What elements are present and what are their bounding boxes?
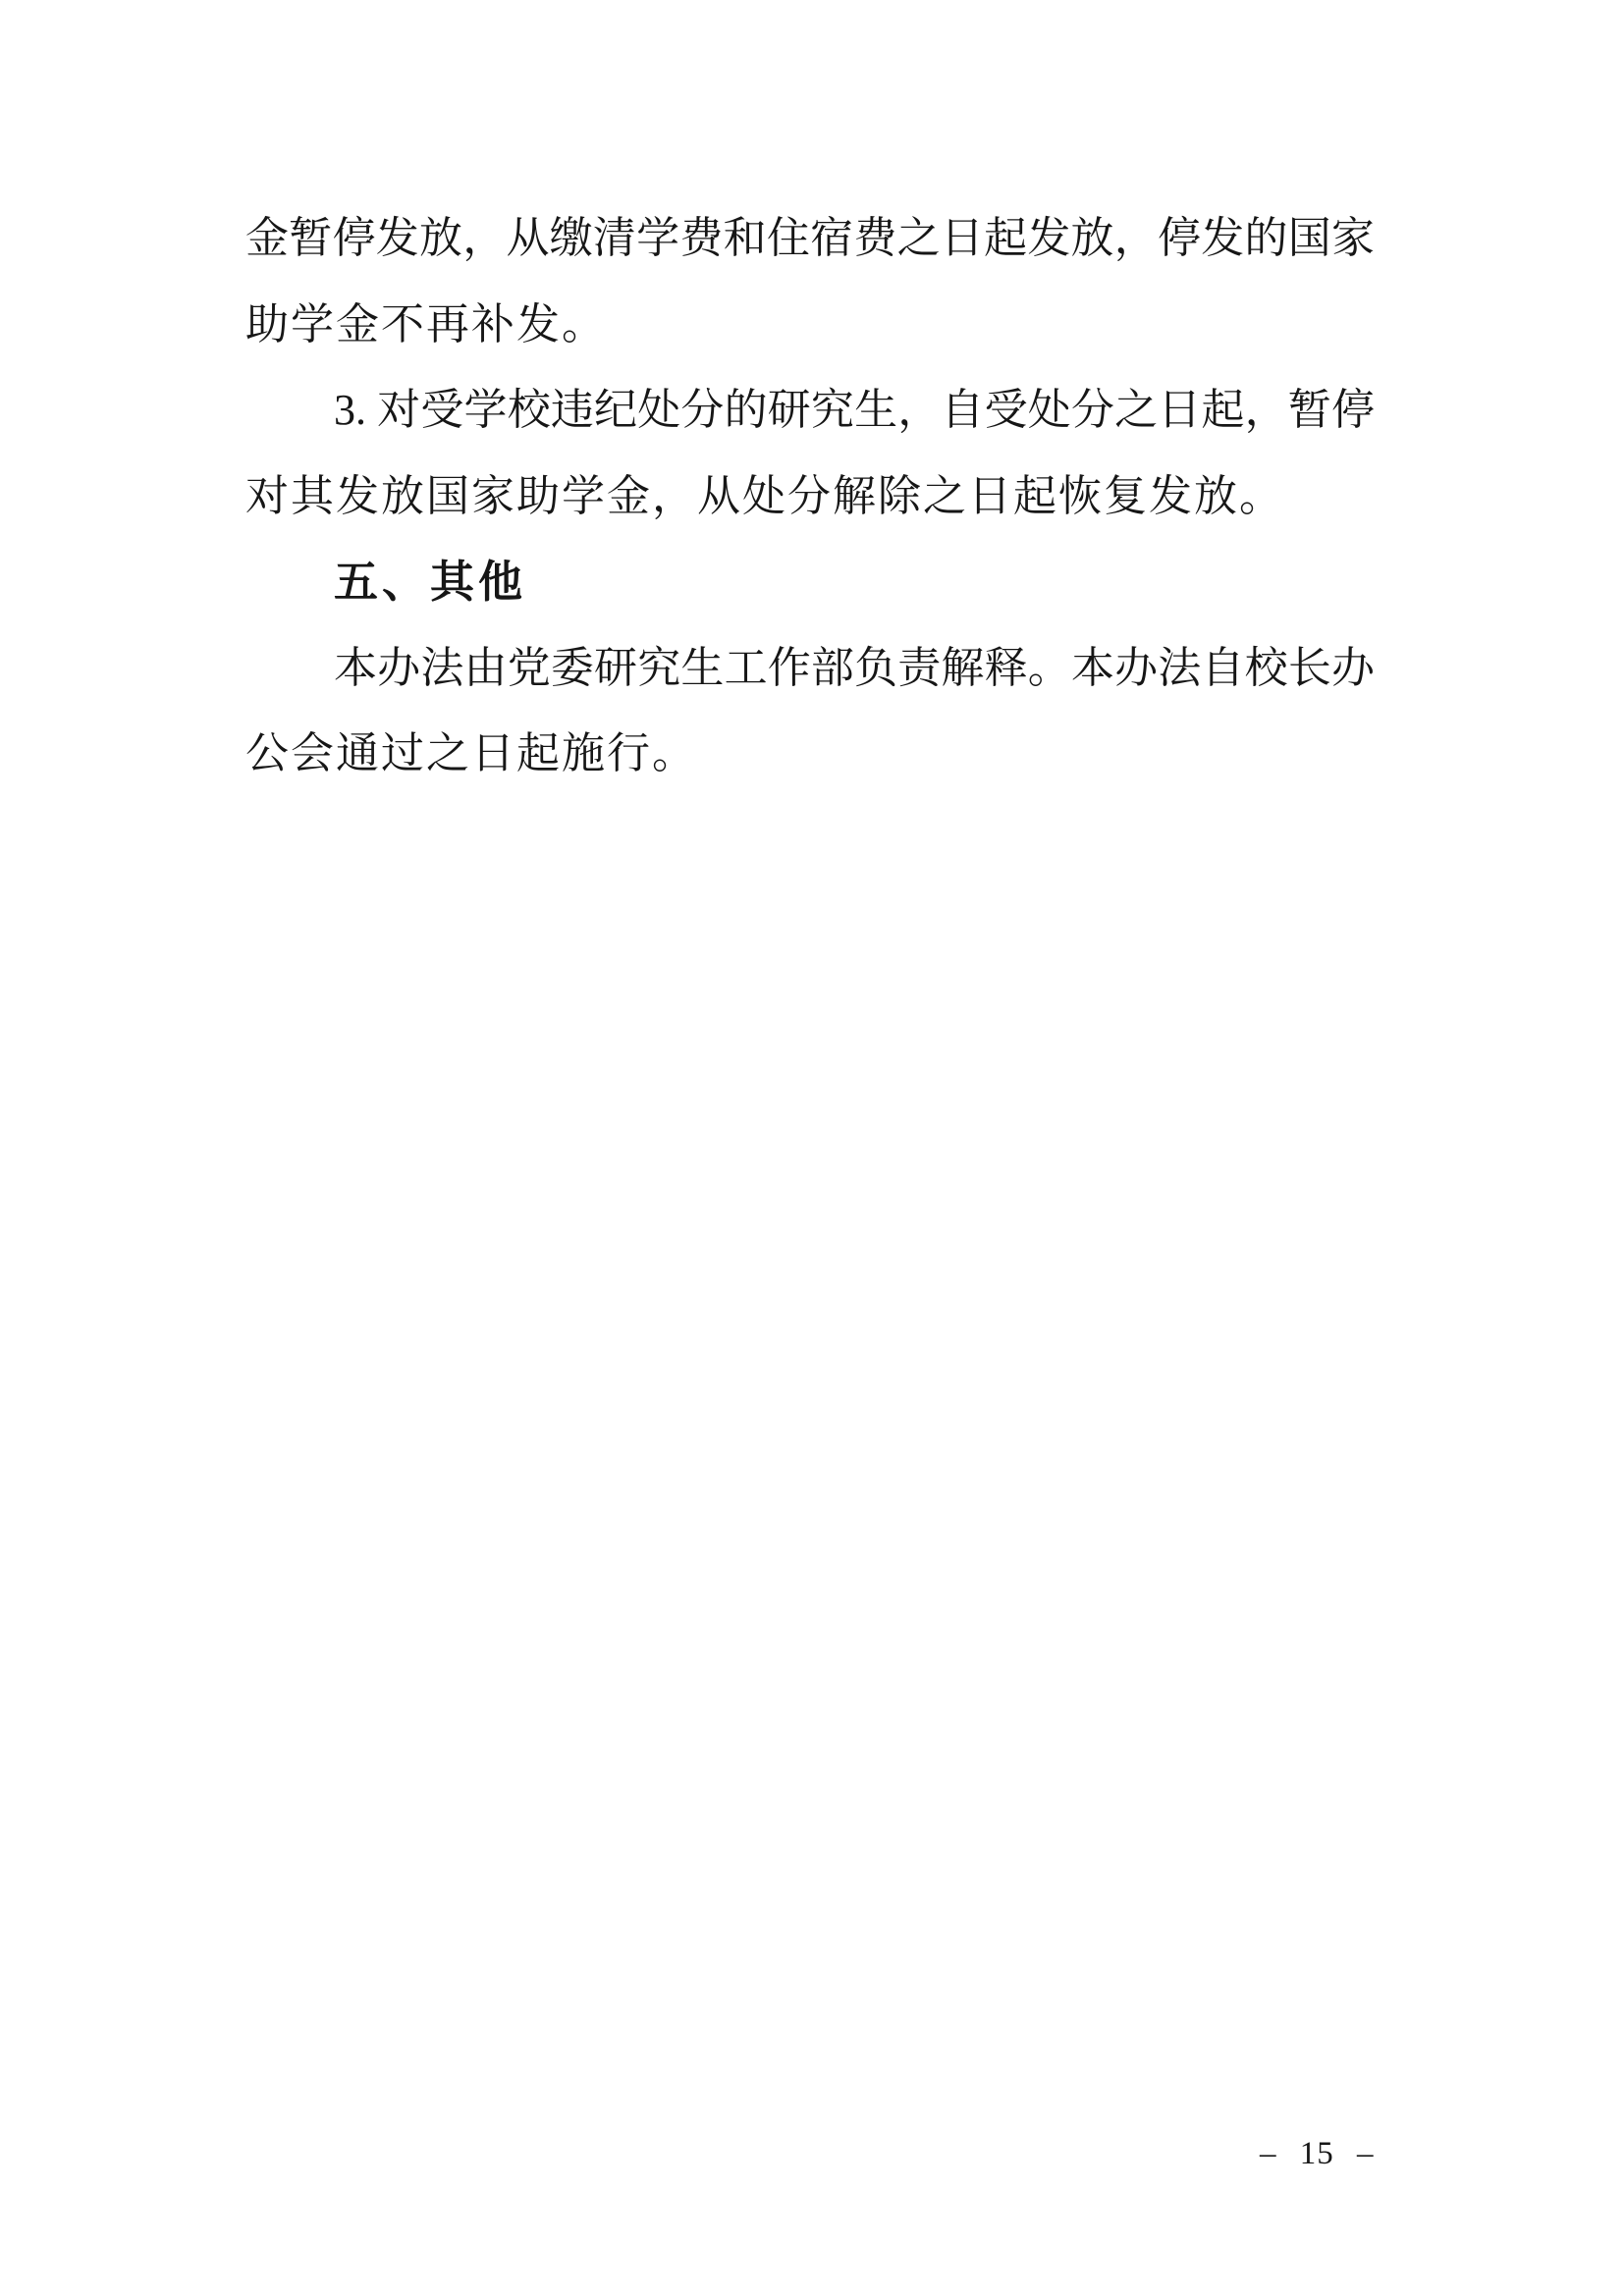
- body-line: 对其发放国家助学金，从处分解除之日起恢复发放。: [245, 471, 1284, 520]
- body-line-numbered-item: 3. 对受学校违纪处分的研究生，自受处分之日起，暂停: [334, 386, 1375, 434]
- body-line: 金暂停发放，从缴清学费和住宿费之日起发放，停发的国家: [245, 214, 1375, 262]
- body-line: 助学金不再补发。: [245, 299, 607, 348]
- page-number: – 15 –: [1260, 2136, 1375, 2171]
- body-line: 公会通过之日起施行。: [245, 729, 697, 777]
- document-text-block: [245, 195, 1375, 797]
- body-line: 本办法由党委研究生工作部负责解释。本办法自校长办: [334, 643, 1375, 692]
- section-heading: 五、其他: [334, 557, 527, 607]
